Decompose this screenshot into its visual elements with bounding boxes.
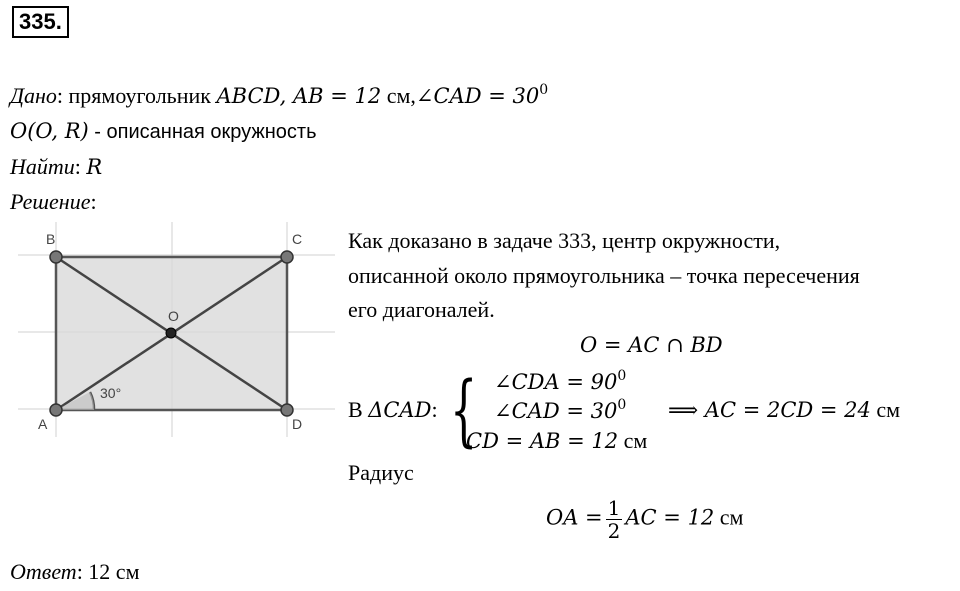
vertex-b-label: B: [46, 231, 56, 247]
vertex-a-point: [50, 404, 62, 416]
radius-unit: см: [714, 504, 744, 530]
fraction-numerator: 1: [607, 496, 621, 520]
condition-2-exp: 0: [617, 397, 627, 413]
condition-2-expr: ∠CAD = 30: [494, 399, 618, 423]
system-brace: {: [450, 366, 478, 456]
circle-text: - описанная окружность: [88, 121, 317, 143]
given-ab: AB = 12: [292, 84, 382, 108]
triangle-colon: :: [431, 397, 438, 422]
vertex-b-point: [50, 251, 62, 263]
given-label: Дано: [10, 83, 57, 108]
vertex-a-label: A: [38, 416, 48, 432]
find-text: :: [74, 154, 87, 179]
radius-label: Радиус: [348, 460, 414, 485]
angle-label: 30°: [100, 385, 122, 401]
given-sep: ,: [279, 84, 293, 108]
find-label: Найти: [10, 154, 75, 179]
radius-fraction: [606, 497, 623, 542]
implication-unit: см: [870, 397, 901, 422]
vertex-c-point: [281, 251, 293, 263]
explanation-line-1: Как доказано в задаче 333, центр окружности,: [348, 228, 781, 253]
radius-lhs: OA =: [546, 505, 603, 530]
given-line: [10, 82, 548, 110]
solution-line: [10, 188, 97, 216]
explanation-line-2: описанной около прямоугольника – точка пересечения: [348, 263, 860, 288]
condition-3-unit: см: [618, 428, 648, 453]
implication: [668, 396, 900, 424]
given-angle: ∠CAD = 30: [415, 84, 540, 108]
triangle-name: ΔCAD: [368, 398, 432, 422]
center-o-label: O: [168, 308, 179, 324]
solution-label: Решение: [10, 189, 91, 214]
answer-line: [10, 558, 140, 586]
given-ab-unit: см,: [381, 83, 416, 108]
condition-1: [494, 368, 626, 396]
answer-label: Ответ: [10, 559, 77, 584]
vertex-d-point: [281, 404, 293, 416]
problem-number: 335.: [12, 6, 69, 38]
radius-formula: [546, 497, 743, 542]
condition-3: [466, 427, 647, 455]
given-figure: ABCD: [216, 84, 280, 108]
condition-2: [494, 397, 626, 425]
vertex-c-label: C: [292, 231, 303, 247]
answer-text: : 12 см: [76, 559, 140, 584]
given-angle-exp: 0: [539, 82, 549, 98]
condition-1-exp: 0: [617, 368, 627, 384]
explanation-line-3: его диагоналей.: [348, 297, 495, 322]
vertex-d-label: D: [292, 416, 303, 432]
center-formula: O = AC ∩ BD: [580, 333, 723, 357]
center-o-point: [166, 328, 176, 338]
implication-expr: ⟹ AC = 2CD = 24: [668, 398, 871, 422]
find-line: [10, 153, 102, 181]
rectangle-diagram: [10, 222, 340, 437]
triangle-prefix: В: [348, 397, 369, 422]
fraction-denominator: 2: [607, 519, 621, 543]
condition-3-expr: CD = AB = 12: [466, 429, 619, 453]
given-text: : прямоугольник: [56, 83, 217, 108]
circle-expr: O(O, R): [10, 119, 89, 143]
find-var: R: [86, 155, 103, 179]
condition-1-expr: ∠CDA = 90: [494, 370, 618, 394]
radius-rhs: AC = 12: [625, 505, 715, 530]
circle-line: [10, 117, 317, 146]
triangle-intro: [348, 396, 438, 424]
solution-colon: :: [90, 189, 97, 214]
